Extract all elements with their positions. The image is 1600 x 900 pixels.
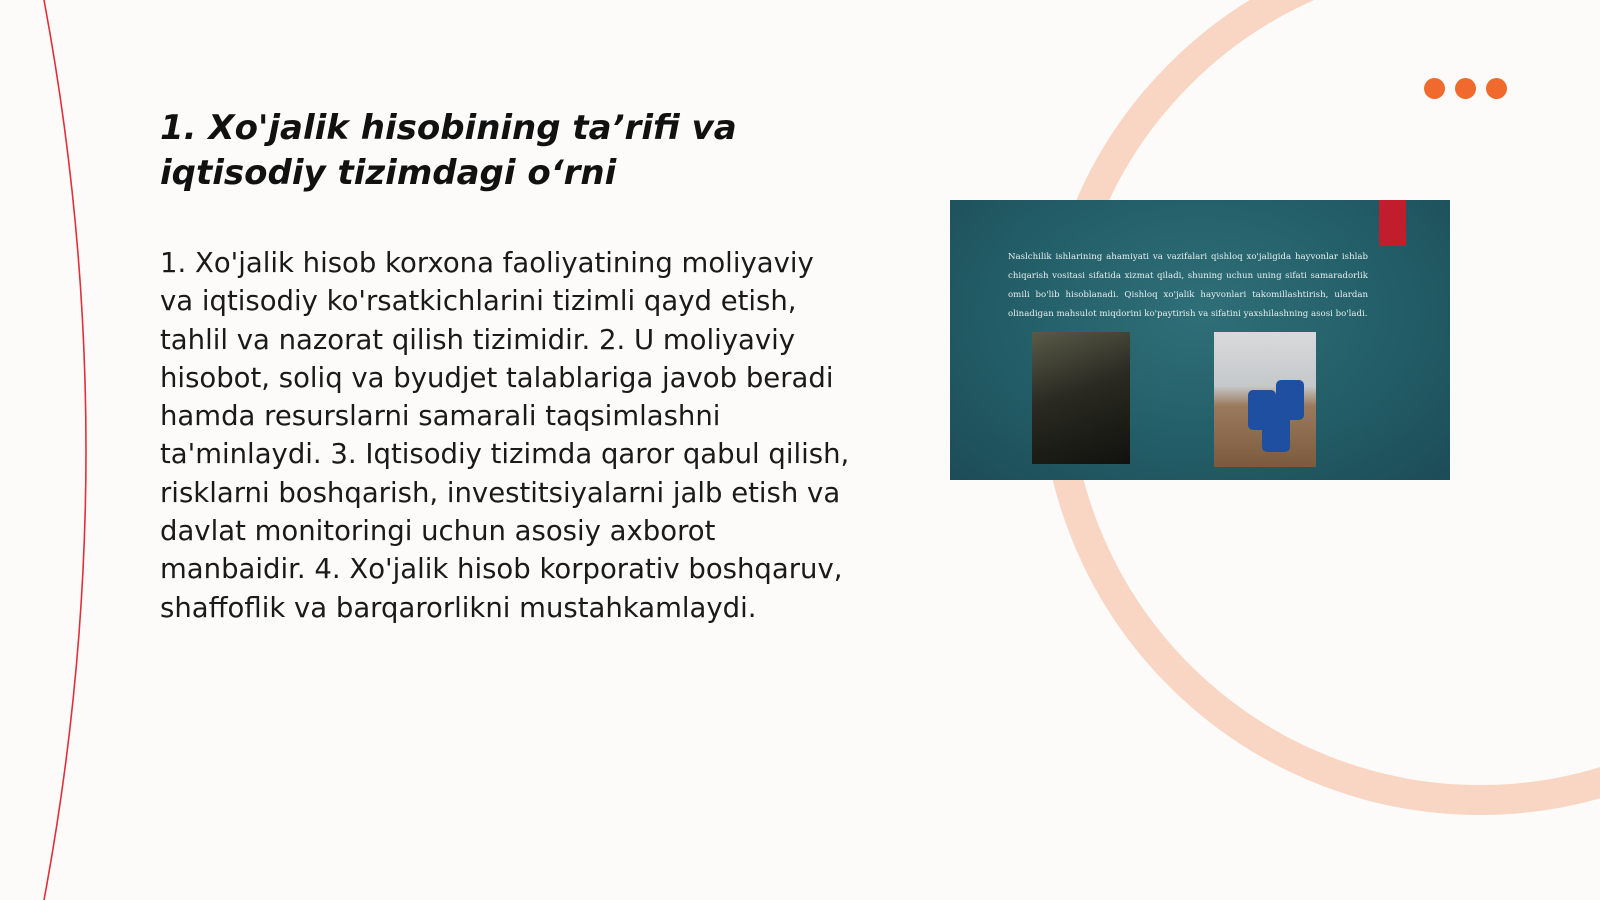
dot-2 — [1455, 78, 1476, 99]
more-dots-icon[interactable] — [1424, 78, 1507, 99]
slide-image — [950, 200, 1450, 480]
dot-1 — [1424, 78, 1445, 99]
livestock-photo — [1032, 332, 1130, 464]
barrels-photo — [1214, 332, 1316, 467]
red-curve-line — [44, 0, 86, 900]
slide-body-text: 1. Xo'jalik hisob korxona faoliyatining moliyaviy va iqtisodiy ko'rsatkichlarini tizimli qayd etish, tahlil va nazorat qilish tizimidir. 2. U moliyaviy hisobot, soliq va byudjet talablariga javob beradi hamda resurslarni samarali taqsimlashni ta'minlaydi. 3. Iqtisodiy tizimda qaror qabul qilish, risklarni boshqarish, investitsiyalarni jalb etish va davlat monitoringi uchun asosiy axborot manbaidir. 4. Xo'jalik hisob korporativ boshqaruv, shaffoflik va barqarorlikni mustahkamlaydi. — [160, 247, 850, 624]
slide-title: 1. Xo'jalik hisobining ta’rifi va iqtisodiy tizimdagi o‘rni — [160, 108, 737, 193]
red-tab — [1379, 200, 1406, 246]
image-caption-text: Naslchilik ishlarining ahamiyati va vazifalari qishloq xo'jaligida hayvonlar ishlab chiqarish vositasi sifatida xizmat qiladi, shuning uchun uning sifati samaradorlik omili bo'lib hisoblanadi. Qishloq xo'jalik hayvonlari takomillashtirish, ulardan olinadigan mahsulot miqdorini ko'paytirish va sifatini yaxshilashning asosi bo'ladi. — [1008, 252, 1368, 319]
dot-3 — [1486, 78, 1507, 99]
